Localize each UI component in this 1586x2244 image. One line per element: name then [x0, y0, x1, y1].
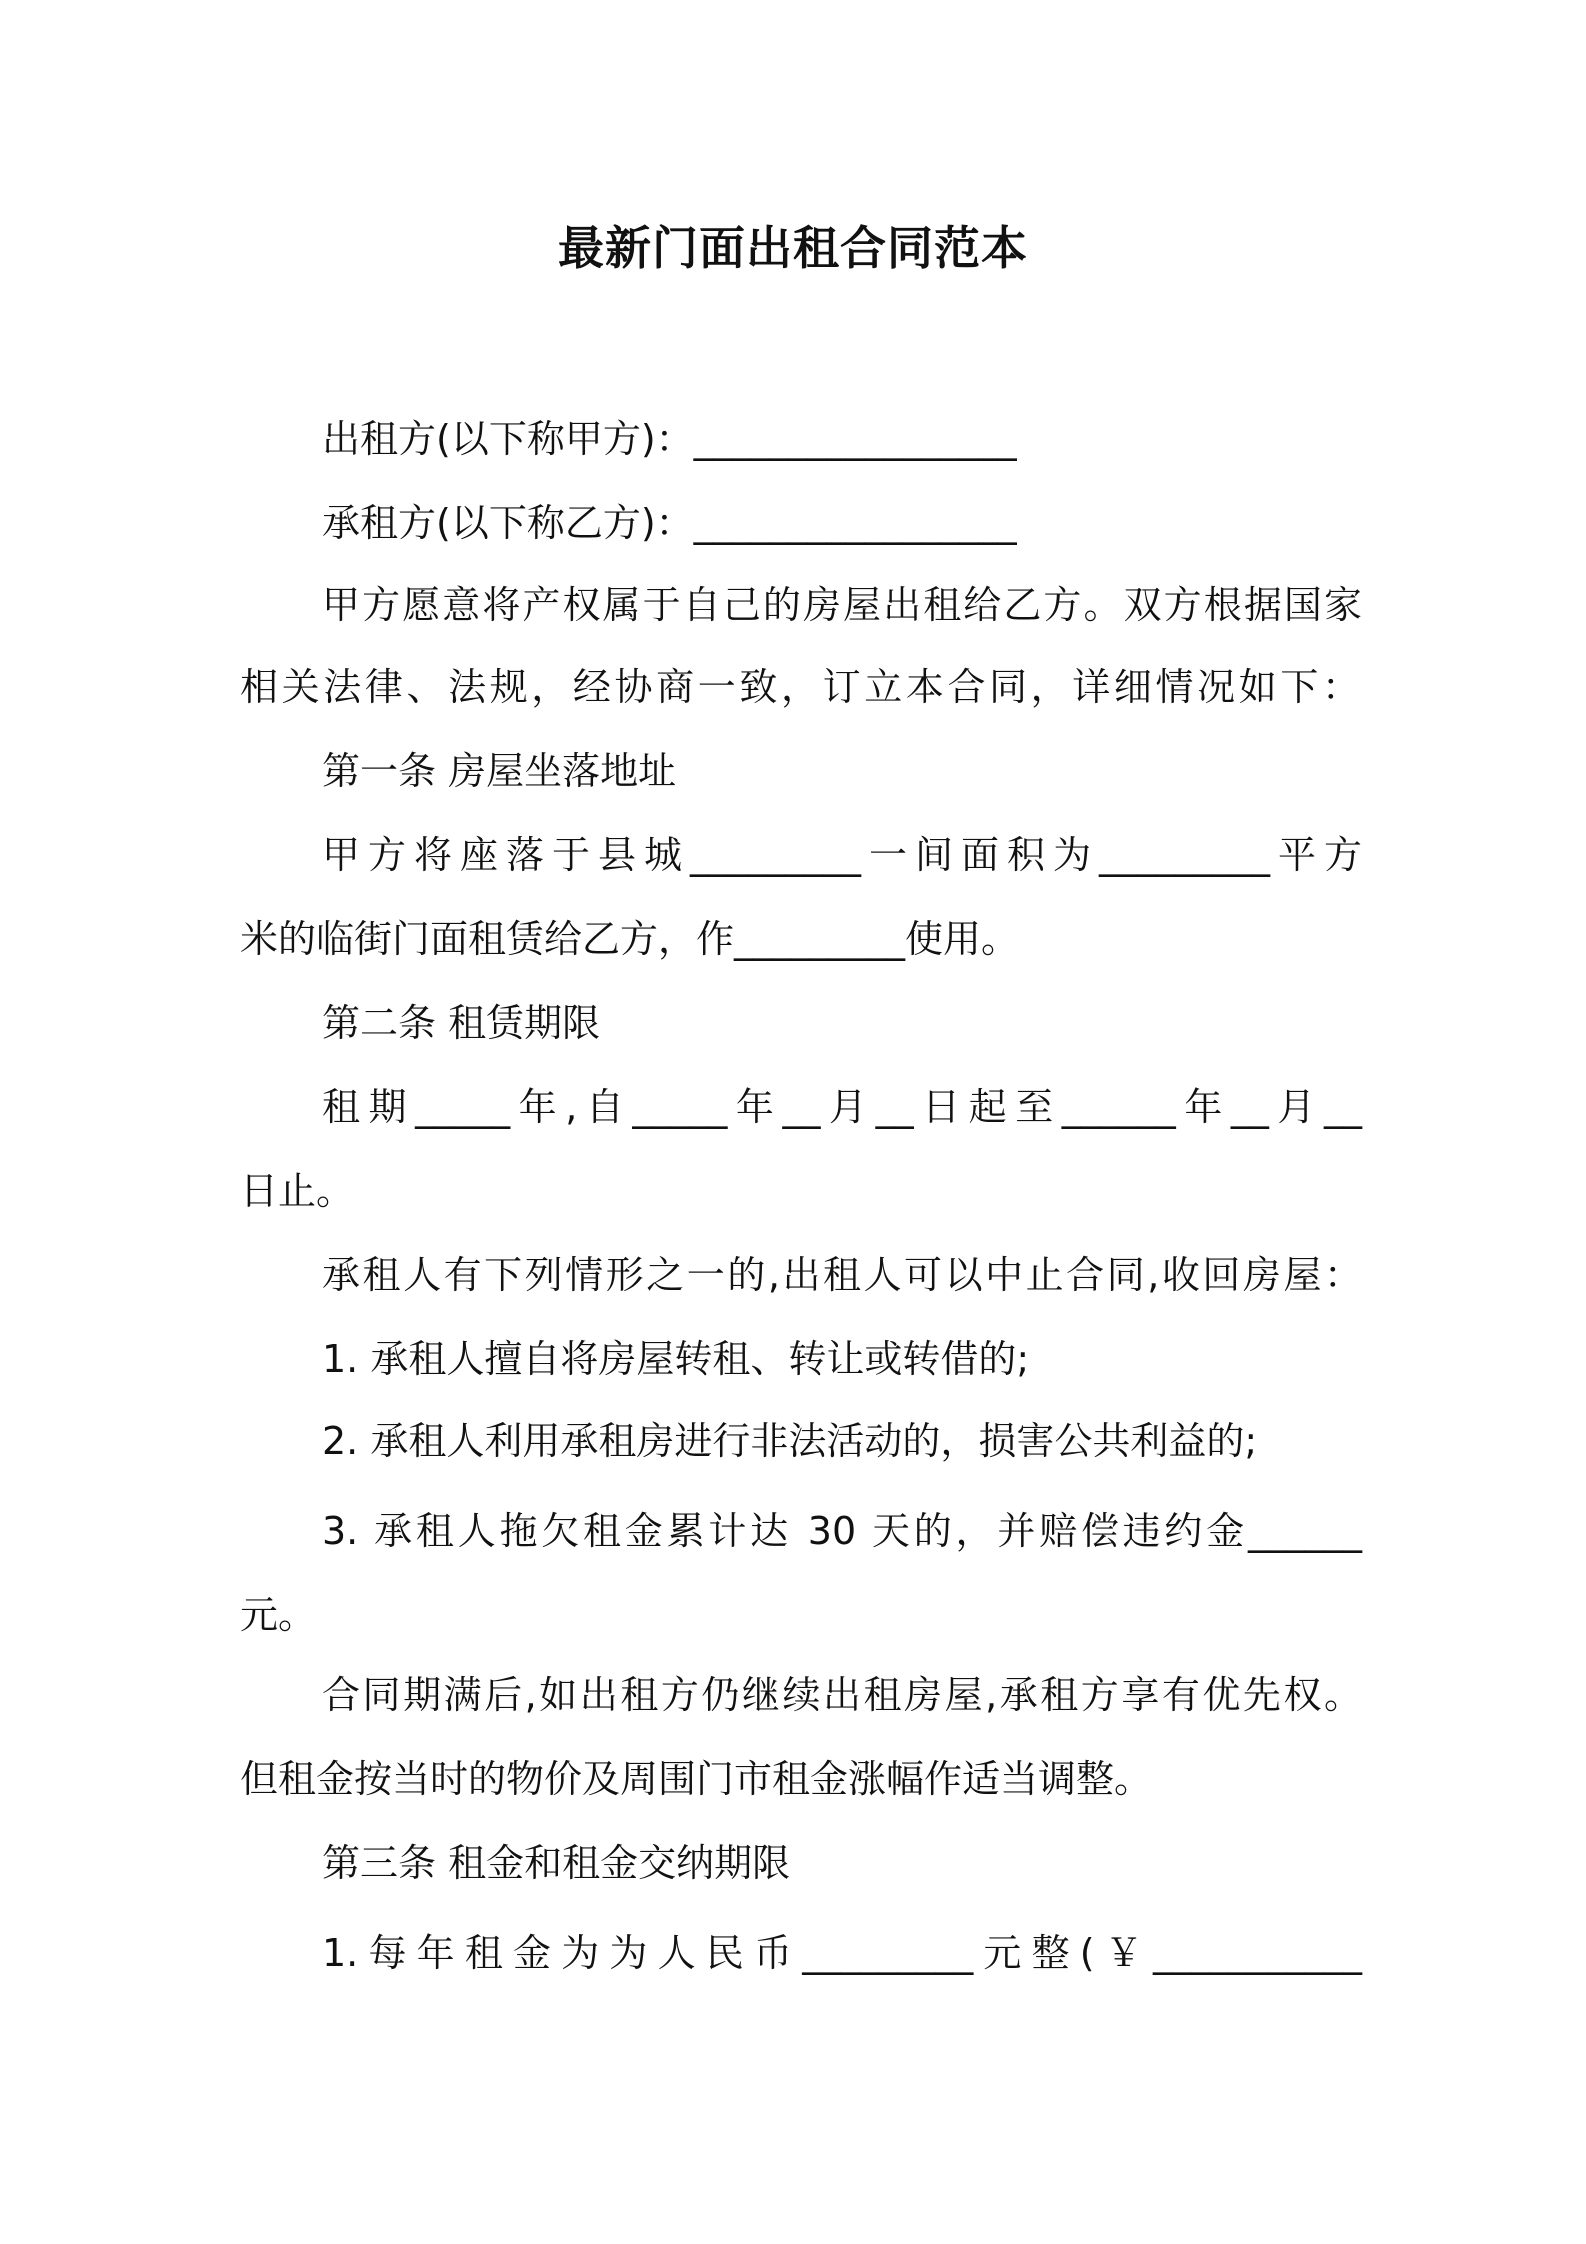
paragraph-line: 米的临街门面租赁给乙方，作_________使用。 [240, 917, 1020, 961]
lessor-line: 出租方(以下称甲方)：_________________ [322, 417, 1017, 461]
paragraph-line: 日止。 [240, 1169, 355, 1213]
paragraph-line: 甲方愿意将产权属于自己的房屋出租给乙方。双方根据国家 [322, 583, 1362, 627]
list-item: 1. 承租人擅自将房屋转租、转让或转借的; [322, 1337, 1030, 1381]
list-item: 3. 承租人拖欠租金累计达 30 天的，并赔偿违约金______ [322, 1509, 1362, 1553]
paragraph-line: 但租金按当时的物价及周围门市租金涨幅作适当调整。 [240, 1757, 1153, 1801]
paragraph-line: 承租人有下列情形之一的,出租人可以中止合同,收回房屋： [322, 1253, 1362, 1297]
paragraph-line: 甲方将座落于县城_________一间面积为_________平方 [322, 833, 1362, 877]
section-heading: 第三条 租金和租金交纳期限 [322, 1841, 791, 1885]
paragraph-line: 元。 [240, 1593, 317, 1637]
paragraph-line: 相关法律、法规，经协商一致，订立本合同，详细情况如下： [240, 665, 1360, 709]
paragraph-line: 合同期满后,如出租方仍继续出租房屋,承租方享有优先权。 [322, 1673, 1362, 1717]
section-heading: 第一条 房屋坐落地址 [322, 749, 677, 793]
paragraph-line: 1.每年租金为为人民币_________元整(￥___________ [322, 1931, 1362, 1975]
paragraph-line: 租期_____年,自_____年__月__日起至______年__月__ [322, 1085, 1362, 1129]
lessee-line: 承租方(以下称乙方)：_________________ [322, 501, 1017, 545]
list-item: 2. 承租人利用承租房进行非法活动的，损害公共利益的; [322, 1419, 1258, 1463]
document-title: 最新门面出租合同范本 [558, 221, 1028, 275]
section-heading: 第二条 租赁期限 [322, 1001, 601, 1045]
